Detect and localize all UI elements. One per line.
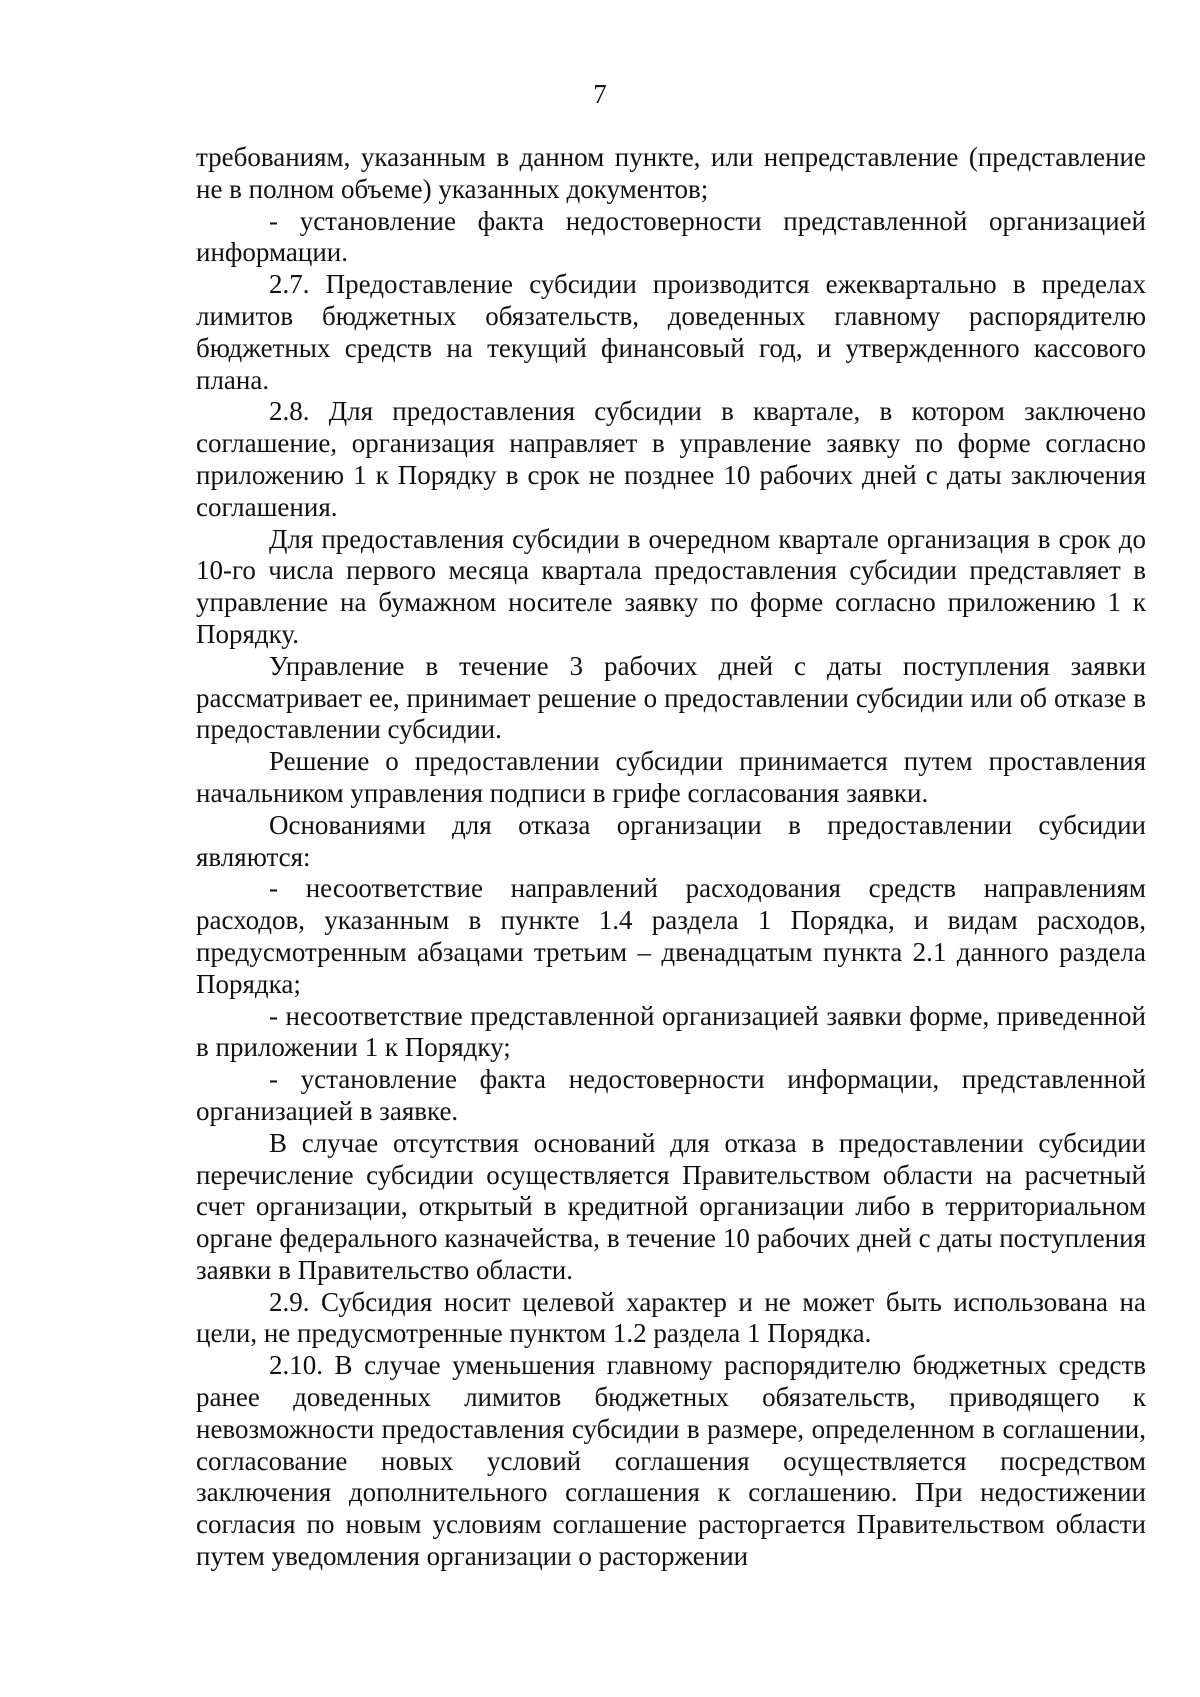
paragraph: Основаниями для отказа организации в предоставлении субсидии являются: (196, 809, 1146, 872)
paragraph: В случае отсутствия оснований для отказа в предоставлении субсидии перечисление субсидии осуществляется Правительством области на расчетный счет организации, открытый в кредитной организации либо в территориальном органе федерального казначейства, в течение 10 рабочих дней с даты поступления заявки в Правительство области. (196, 1127, 1146, 1285)
paragraph: 2.10. В случае уменьшения главному распорядителю бюджетных средств ранее доведенных лимитов бюджетных обязательств, приводящего к невозможности предоставления субсидии в размере, определенном в соглашении, согласование новых условий соглашения осуществляется посредством заключения дополнительного соглашения к соглашению. При недостижении согласия по новым условиям соглашение расторгается Правительством области путем уведомления организации о расторжении (196, 1350, 1146, 1572)
paragraph: Для предоставления субсидии в очередном квартале организация в срок до 10-го числа первого месяца квартала предоставления субсидии представляет в управление на бумажном носителе заявку по форме согласно приложению 1 к Порядку. (196, 523, 1146, 649)
paragraph: - установление факта недостоверности информации, представленной организацией в заявке. (196, 1064, 1146, 1126)
paragraph: - несоответствие направлений расходования средств направлениям расходов, указанным в пункте 1.4 раздела 1 Порядка, и видам расходов, предусмотренным абзацами третьим – двенадцатым пункта 2.1 данного раздела Порядка; (196, 873, 1146, 999)
paragraph: 2.7. Предоставление субсидии производится ежеквартально в пределах лимитов бюджетных обязательств, доведенных главному распорядителю бюджетных средств на текущий финансовый год, и утвержденного кассового плана. (196, 269, 1146, 395)
page-number: 7 (593, 79, 607, 109)
paragraph: требованиям, указанным в данном пункте, или непредставление (представление не в полном объеме) указанных документов; (196, 142, 1146, 204)
paragraph: 2.8. Для предоставления субсидии в квартале, в котором заключено соглашение, организация направляет в управление заявку по форме согласно приложению 1 к Порядку в срок не позднее 10 рабочих дней с даты заключения соглашения. (196, 396, 1146, 522)
paragraph: 2.9. Субсидия носит целевой характер и не может быть использована на цели, не предусмотренные пунктом 1.2 раздела 1 Порядка. (196, 1286, 1146, 1349)
paragraph: - несоответствие представленной организацией заявки форме, приведенной в приложении 1 к Порядку; (196, 1000, 1146, 1063)
document-body (196, 142, 1146, 1573)
paragraph: Решение о предоставлении субсидии принимается путем проставления начальником управления подписи в грифе согласования заявки. (196, 746, 1146, 808)
paragraph: - установление факта недостоверности представленной организацией информации. (196, 205, 1146, 268)
paragraph: Управление в течение 3 рабочих дней с даты поступления заявки рассматривает ее, принимает решение о предоставлении субсидии или об отказе в предоставлении субсидии. (196, 650, 1146, 745)
